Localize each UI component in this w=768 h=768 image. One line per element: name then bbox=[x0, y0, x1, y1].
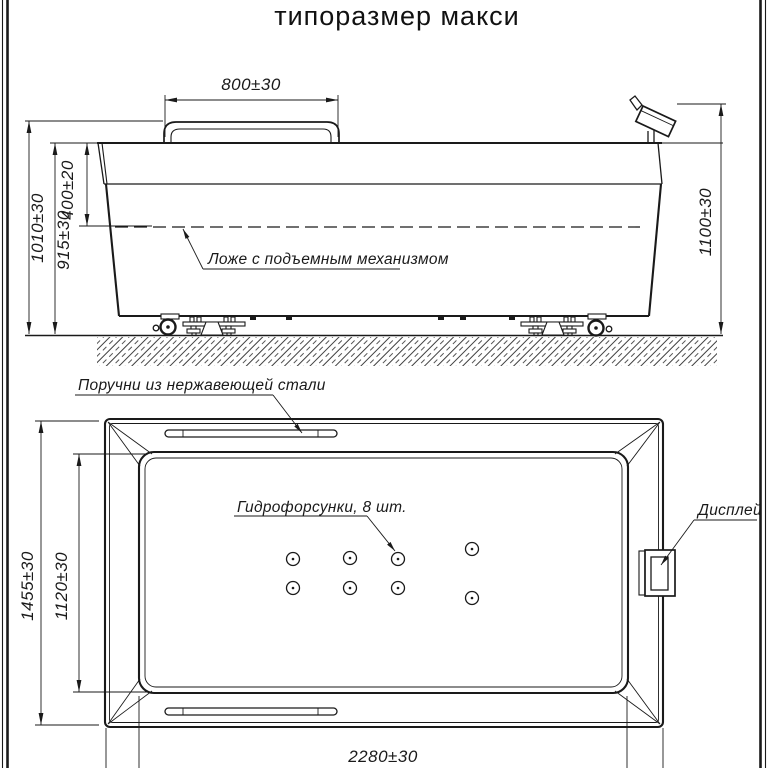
display-callout bbox=[661, 502, 762, 565]
hydro-jets bbox=[287, 543, 479, 605]
feet-right bbox=[521, 314, 612, 336]
display-label: Дисплей bbox=[698, 502, 762, 519]
plan-handrail-bottom bbox=[165, 708, 337, 715]
plan-outer-rim bbox=[105, 419, 663, 727]
svg-text:1100±30: 1100±30 bbox=[696, 187, 715, 257]
svg-text:400±20: 400±20 bbox=[58, 160, 77, 220]
svg-text:1120±30: 1120±30 bbox=[52, 551, 71, 621]
bed-label: Ложе с подъемным механизмом bbox=[208, 251, 449, 268]
ground bbox=[25, 336, 723, 367]
jets-callout bbox=[234, 499, 407, 551]
jets-label: Гидрофорсунки, 8 шт. bbox=[237, 499, 407, 516]
dim-handle-length bbox=[165, 75, 338, 137]
svg-text:800±30: 800±30 bbox=[221, 75, 281, 94]
plan-view bbox=[18, 377, 762, 768]
svg-text:1010±30: 1010±30 bbox=[28, 193, 47, 263]
plan-basin bbox=[139, 452, 628, 693]
display-device-side bbox=[630, 96, 676, 143]
handrails-callout bbox=[75, 377, 326, 433]
svg-text:2280±30: 2280±30 bbox=[348, 747, 418, 766]
svg-text:915±30: 915±30 bbox=[54, 210, 73, 270]
dim-height-display bbox=[696, 104, 721, 334]
side-view bbox=[25, 75, 726, 366]
handrails-label: Поручни из нержавеющей стали bbox=[78, 377, 326, 394]
side-tub-body bbox=[97, 143, 662, 320]
corner-chamfers bbox=[108, 422, 660, 724]
svg-text:1455±30: 1455±30 bbox=[18, 551, 37, 621]
dim-length-overall bbox=[106, 696, 663, 768]
side-handle bbox=[164, 122, 339, 143]
display-plan bbox=[639, 550, 675, 596]
dim-height-overall bbox=[28, 121, 47, 334]
bed-callout bbox=[115, 227, 640, 269]
dim-width-basin bbox=[52, 454, 148, 692]
plan-handrail-top bbox=[165, 430, 337, 437]
feet-left bbox=[153, 314, 245, 336]
drawing-title: типоразмер макси bbox=[274, 1, 520, 31]
